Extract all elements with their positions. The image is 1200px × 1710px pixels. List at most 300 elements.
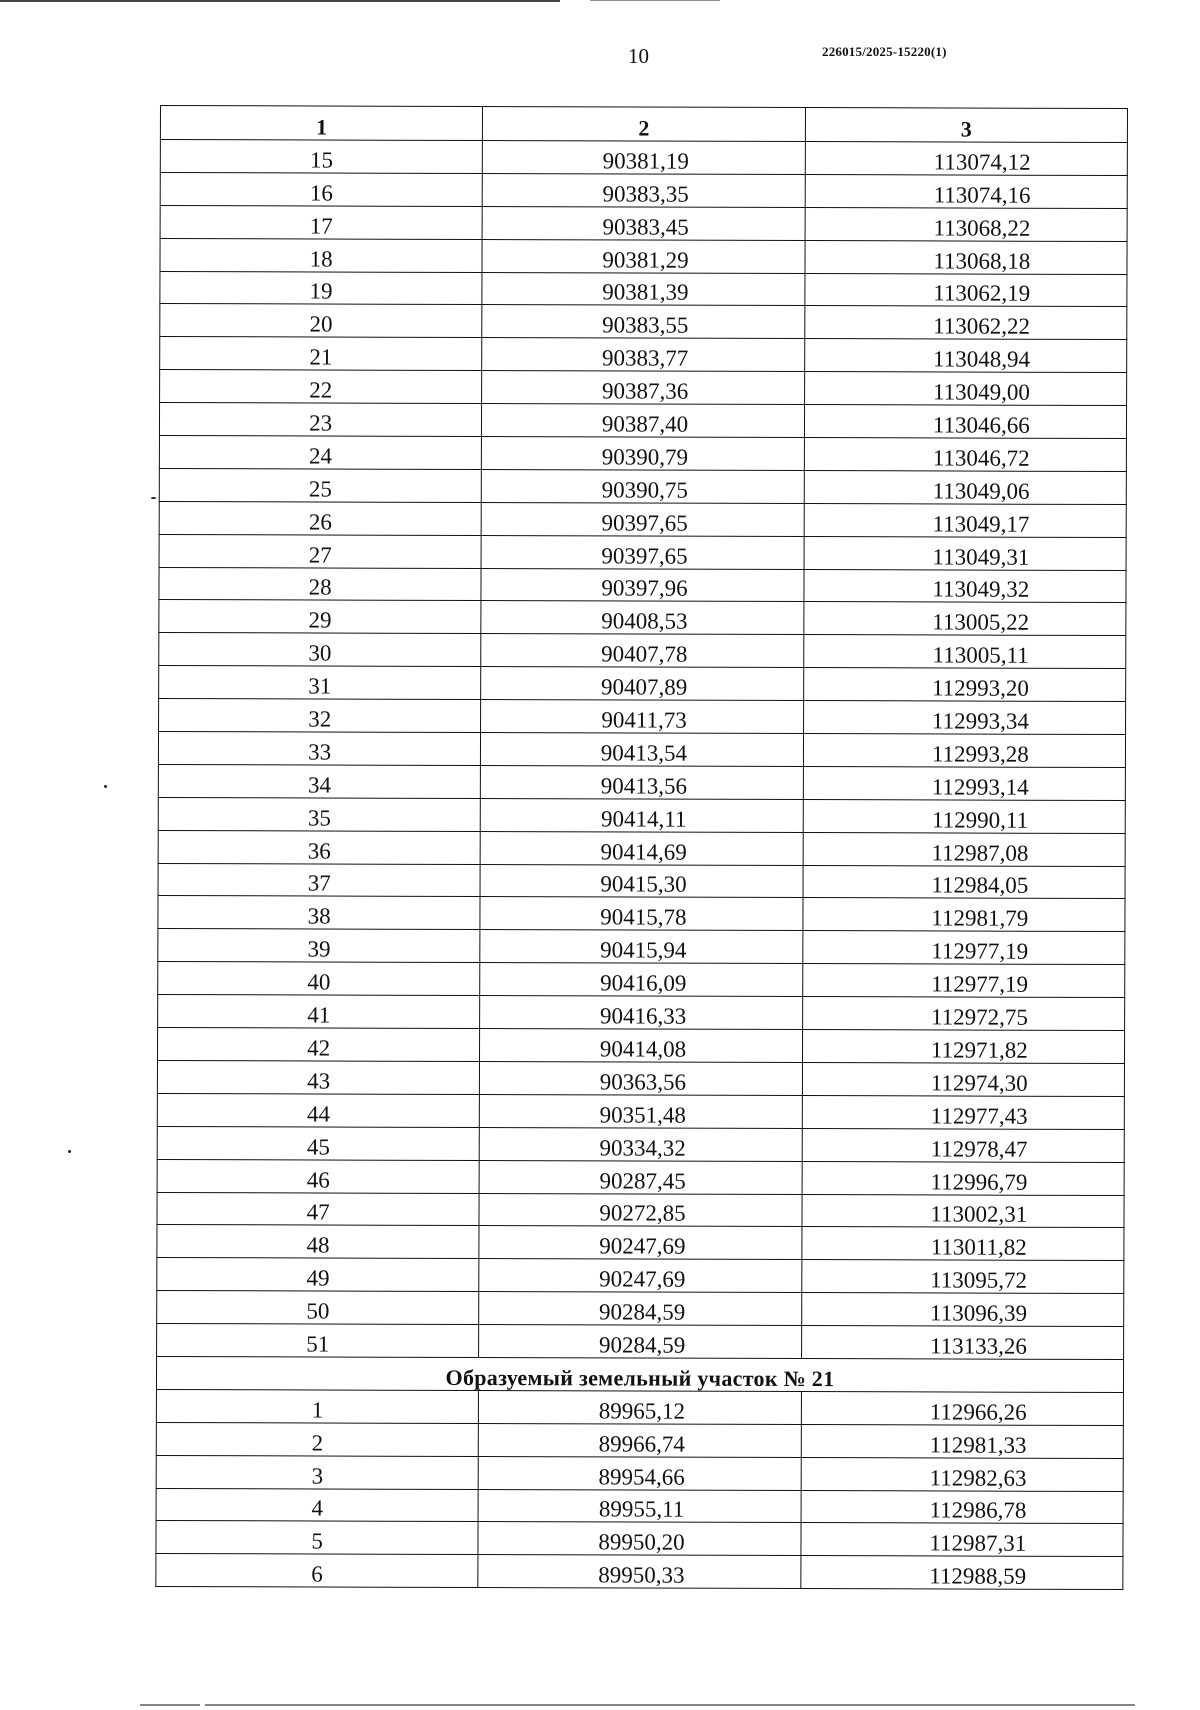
y-coordinate-value: 113062,22: [933, 313, 1031, 340]
x-coordinate-cell: [482, 272, 804, 306]
point-number-value: 28: [308, 574, 332, 601]
x-coordinate-cell: [478, 1522, 800, 1556]
y-coordinate-cell: [802, 997, 1124, 1031]
point-number-cell: [156, 1488, 478, 1522]
x-coordinate-value: 90272,85: [599, 1200, 686, 1227]
x-coordinate-value: 90284,59: [599, 1299, 686, 1325]
x-coordinate-cell: [480, 831, 802, 865]
x-coordinate-value: 90416,33: [599, 1003, 687, 1029]
point-number-value: 33: [308, 739, 332, 765]
table-row: [159, 534, 1126, 570]
x-coordinate-value: 90381,29: [602, 246, 689, 273]
point-number-value: 49: [306, 1265, 330, 1291]
table-row: [156, 1389, 1123, 1425]
point-number-value: 17: [309, 213, 333, 239]
y-coordinate-value: 112993,20: [932, 675, 1029, 701]
point-number-cell: [157, 1225, 479, 1259]
y-coordinate-value: 113046,66: [932, 412, 1030, 438]
y-coordinate-cell: [802, 1227, 1124, 1261]
point-number-value: 4: [311, 1495, 324, 1521]
table-row: [158, 797, 1125, 833]
point-number-cell: [158, 797, 480, 831]
x-coordinate-cell: [482, 404, 804, 438]
x-coordinate-cell: [482, 338, 804, 372]
x-coordinate-value: 90387,36: [601, 378, 689, 404]
y-coordinate-value: 112981,79: [931, 905, 1029, 932]
table-row: [157, 1028, 1124, 1064]
point-number-value: 25: [308, 476, 332, 502]
x-coordinate-value: 90390,75: [601, 477, 688, 503]
table-row: [158, 732, 1125, 768]
point-number-cell: [158, 830, 480, 864]
point-number-cell: [158, 896, 480, 930]
x-coordinate-value: 90397,96: [601, 575, 688, 602]
point-number-value: 21: [309, 344, 333, 370]
column-header-2: 2: [483, 107, 805, 142]
y-coordinate-cell: [801, 1457, 1123, 1491]
point-number-cell: [157, 1192, 479, 1226]
y-coordinate-value: 112978,47: [930, 1136, 1028, 1162]
y-coordinate-value: 112971,82: [930, 1037, 1028, 1063]
table-row: [159, 468, 1126, 504]
table-row: [156, 1521, 1123, 1557]
x-coordinate-value: 90334,32: [599, 1134, 686, 1161]
point-number-cell: [159, 468, 481, 502]
table-row: [160, 172, 1127, 208]
point-number-cell: [160, 205, 482, 239]
point-number-cell: [157, 1060, 479, 1094]
y-coordinate-value: 113002,31: [930, 1201, 1028, 1228]
table-row: [159, 501, 1126, 537]
y-coordinate-cell: [804, 470, 1126, 504]
point-number-cell: [160, 238, 482, 272]
x-coordinate-value: 90415,94: [600, 937, 687, 963]
y-coordinate-value: 112981,33: [929, 1432, 1027, 1458]
y-coordinate-cell: [802, 1030, 1124, 1064]
table-row: [157, 1159, 1124, 1195]
y-coordinate-value: 113096,39: [930, 1300, 1028, 1326]
x-coordinate-value: 90415,78: [600, 904, 687, 931]
x-coordinate-value: 90407,78: [601, 641, 688, 667]
table-row: [160, 205, 1127, 241]
x-coordinate-value: 90413,54: [600, 740, 688, 766]
y-coordinate-value: 112982,63: [929, 1464, 1027, 1491]
y-coordinate-cell: [803, 668, 1125, 702]
scan-edge: [140, 1704, 200, 1706]
x-coordinate-cell: [480, 963, 802, 997]
y-coordinate-cell: [805, 174, 1127, 208]
point-number-value: 37: [307, 870, 331, 897]
point-number-value: 35: [307, 805, 331, 831]
x-coordinate-value: 90415,30: [600, 871, 687, 898]
point-number-cell: [159, 633, 481, 667]
x-coordinate-cell: [480, 864, 802, 898]
x-coordinate-cell: [481, 634, 803, 668]
x-coordinate-cell: [480, 1061, 802, 1095]
x-coordinate-cell: [481, 535, 803, 569]
point-number-cell: [160, 370, 482, 404]
table-row: [157, 1291, 1124, 1327]
y-coordinate-cell: [801, 1490, 1123, 1524]
y-coordinate-cell: [803, 734, 1125, 768]
x-coordinate-cell: [478, 1456, 800, 1490]
y-coordinate-cell: [801, 1424, 1123, 1458]
y-coordinate-cell: [805, 240, 1127, 274]
x-coordinate-value: 90416,09: [600, 970, 687, 996]
table-row: [159, 436, 1126, 472]
y-coordinate-cell: [801, 1260, 1123, 1294]
point-number-value: 46: [306, 1166, 330, 1193]
point-number-value: 6: [311, 1561, 323, 1587]
point-number-cell: [160, 140, 482, 174]
x-coordinate-value: 90247,69: [599, 1233, 686, 1259]
table-row: [159, 567, 1126, 603]
table-body: [157, 140, 1128, 1360]
point-number-value: 47: [306, 1199, 330, 1225]
page-number: 10: [628, 44, 649, 68]
x-coordinate-cell: [483, 141, 805, 175]
x-coordinate-value: 90414,69: [600, 838, 687, 865]
y-coordinate-value: 113011,82: [930, 1234, 1027, 1261]
point-number-cell: [157, 1258, 479, 1292]
y-coordinate-value: 113005,22: [932, 609, 1030, 636]
point-number-cell: [159, 567, 481, 601]
x-coordinate-cell: [481, 765, 803, 799]
point-number-value: 18: [309, 246, 333, 272]
point-number-cell: [158, 764, 480, 798]
point-number-cell: [160, 337, 482, 371]
x-coordinate-value: 90247,69: [599, 1266, 686, 1292]
point-number-cell: [160, 271, 482, 305]
y-coordinate-value: 112987,08: [931, 840, 1029, 866]
y-coordinate-cell: [802, 1161, 1124, 1195]
point-number-cell: [157, 1324, 479, 1358]
table-row: [158, 929, 1125, 965]
point-number-value: 5: [311, 1528, 323, 1554]
x-coordinate-cell: [482, 469, 804, 503]
y-coordinate-value: 112993,34: [931, 708, 1029, 734]
y-coordinate-value: 112987,31: [929, 1530, 1027, 1557]
table-row: [160, 304, 1127, 340]
point-number-cell: [157, 1126, 479, 1160]
y-coordinate-value: 112974,30: [930, 1070, 1028, 1096]
section-body: [156, 1389, 1124, 1589]
section-title: Образуемый земельный участок № 21: [156, 1356, 1123, 1392]
y-coordinate-value: 112977,19: [931, 971, 1029, 997]
point-number-value: 27: [308, 542, 332, 568]
y-coordinate-value: 113005,11: [932, 642, 1029, 668]
y-coordinate-cell: [801, 1391, 1123, 1425]
x-coordinate-cell: [482, 206, 804, 240]
y-coordinate-value: 113049,31: [932, 544, 1030, 570]
y-coordinate-cell: [800, 1556, 1122, 1590]
table-row: [158, 962, 1125, 998]
y-coordinate-cell: [804, 405, 1126, 439]
table-row: [159, 633, 1126, 669]
y-coordinate-cell: [805, 207, 1127, 241]
x-coordinate-value: 90397,65: [601, 542, 688, 569]
y-coordinate-cell: [803, 898, 1125, 932]
table-row: [159, 600, 1126, 636]
table-row: [157, 1258, 1124, 1294]
y-coordinate-value: 112977,43: [930, 1103, 1028, 1129]
point-number-value: 3: [311, 1462, 324, 1489]
point-number-cell: [158, 995, 480, 1029]
point-number-value: 29: [308, 607, 332, 633]
x-coordinate-value: 90383,45: [602, 214, 689, 240]
table-row: [160, 337, 1127, 373]
x-coordinate-value: 90414,11: [601, 806, 687, 832]
scan-speck: [104, 785, 107, 788]
point-number-value: 30: [308, 640, 332, 666]
x-coordinate-cell: [479, 1193, 801, 1227]
x-coordinate-cell: [479, 1325, 801, 1359]
y-coordinate-value: 112996,79: [930, 1168, 1028, 1195]
y-coordinate-value: 112990,11: [932, 807, 1029, 833]
y-coordinate-value: 113048,94: [933, 346, 1031, 372]
x-coordinate-cell: [479, 1423, 801, 1457]
point-number-cell: [159, 501, 481, 535]
scan-edge: [205, 1704, 1135, 1706]
x-coordinate-cell: [481, 667, 803, 701]
point-number-cell: [156, 1389, 478, 1423]
y-coordinate-cell: [803, 865, 1125, 899]
y-coordinate-cell: [804, 306, 1126, 340]
table-row: [157, 1192, 1124, 1228]
point-number-cell: [160, 304, 482, 338]
x-coordinate-cell: [480, 897, 802, 931]
x-coordinate-cell: [480, 1029, 802, 1063]
y-coordinate-cell: [803, 635, 1125, 669]
table-header: [160, 106, 1127, 143]
y-coordinate-cell: [801, 1293, 1123, 1327]
x-coordinate-value: 90397,65: [601, 510, 688, 536]
y-coordinate-value: 113049,00: [932, 379, 1030, 405]
table-row: [159, 699, 1126, 735]
x-coordinate-cell: [482, 305, 804, 339]
table-row: [159, 666, 1126, 702]
x-coordinate-value: 89965,12: [598, 1398, 686, 1424]
y-coordinate-value: 113046,72: [932, 445, 1030, 471]
point-number-value: 20: [309, 311, 333, 337]
x-coordinate-cell: [479, 1259, 801, 1293]
x-coordinate-value: 89950,33: [598, 1562, 685, 1588]
x-coordinate-cell: [478, 1489, 800, 1523]
scan-edge: [590, 0, 720, 1]
point-number-cell: [158, 732, 480, 766]
point-number-value: 34: [307, 772, 332, 798]
column-header-3: 3: [805, 108, 1127, 143]
table-row: [158, 764, 1125, 800]
x-coordinate-cell: [479, 1292, 801, 1326]
x-coordinate-value: 89950,20: [598, 1529, 685, 1555]
x-coordinate-cell: [479, 1226, 801, 1260]
point-number-cell: [156, 1554, 478, 1588]
table-row: [157, 1225, 1124, 1261]
x-coordinate-cell: [481, 733, 803, 767]
document-reference: 226015/2025-15220(1): [822, 44, 947, 59]
point-number-value: 42: [307, 1035, 331, 1061]
x-coordinate-value: 90381,19: [602, 148, 689, 174]
y-coordinate-cell: [805, 273, 1127, 307]
y-coordinate-value: 113068,18: [933, 247, 1031, 274]
y-coordinate-cell: [803, 832, 1125, 866]
x-coordinate-cell: [480, 1127, 802, 1161]
table-row: [157, 1093, 1124, 1129]
point-number-value: 41: [307, 1002, 331, 1028]
scan-speck: [151, 497, 156, 499]
y-coordinate-value: 113049,32: [932, 576, 1030, 603]
y-coordinate-cell: [804, 536, 1126, 570]
point-number-value: 22: [309, 377, 333, 403]
x-coordinate-value: 90383,55: [602, 312, 689, 339]
section-title-row: [156, 1356, 1123, 1392]
x-coordinate-value: 90414,08: [599, 1036, 687, 1062]
y-coordinate-value: 112966,26: [929, 1399, 1027, 1425]
table-row: [158, 896, 1125, 932]
scan-edge: [0, 0, 560, 2]
point-number-value: 39: [307, 936, 331, 962]
point-number-cell: [158, 863, 480, 897]
table-row: [156, 1554, 1123, 1590]
point-number-cell: [159, 403, 481, 437]
x-coordinate-cell: [483, 173, 805, 207]
x-coordinate-value: 90381,39: [602, 279, 689, 306]
x-coordinate-value: 90363,56: [599, 1069, 687, 1095]
x-coordinate-value: 89955,11: [598, 1496, 685, 1523]
x-coordinate-cell: [480, 930, 802, 964]
x-coordinate-value: 90383,77: [602, 345, 689, 371]
x-coordinate-cell: [482, 437, 804, 471]
table-header-row: [160, 106, 1127, 143]
x-coordinate-cell: [480, 1094, 802, 1128]
x-coordinate-cell: [480, 996, 802, 1030]
table-row: [157, 1324, 1124, 1360]
y-coordinate-cell: [803, 799, 1125, 833]
point-number-value: 16: [309, 180, 333, 206]
point-number-value: 36: [307, 838, 331, 864]
point-number-value: 50: [306, 1298, 330, 1324]
y-coordinate-value: 112972,75: [930, 1004, 1028, 1030]
x-coordinate-value: 90287,45: [599, 1167, 686, 1194]
point-number-value: 23: [309, 410, 333, 436]
x-coordinate-value: 90387,40: [601, 411, 689, 437]
x-coordinate-cell: [481, 502, 803, 536]
point-number-value: 40: [307, 969, 331, 995]
y-coordinate-value: 112986,78: [929, 1497, 1027, 1524]
point-number-cell: [160, 172, 482, 206]
y-coordinate-cell: [803, 701, 1125, 735]
point-number-cell: [156, 1521, 478, 1555]
y-coordinate-cell: [801, 1523, 1123, 1557]
y-coordinate-cell: [801, 1326, 1123, 1360]
point-number-value: 44: [306, 1101, 331, 1127]
point-number-value: 43: [307, 1068, 331, 1094]
table-row: [157, 1060, 1124, 1096]
x-coordinate-value: 90413,56: [600, 773, 688, 799]
table-row: [158, 863, 1125, 899]
y-coordinate-value: 112984,05: [931, 872, 1029, 899]
y-coordinate-value: 113074,16: [933, 182, 1031, 208]
point-number-cell: [159, 600, 481, 634]
section-header: [156, 1356, 1123, 1392]
x-coordinate-value: 90284,59: [598, 1332, 686, 1358]
y-coordinate-cell: [802, 1062, 1124, 1096]
point-number-value: 45: [306, 1134, 330, 1160]
point-number-cell: [158, 929, 480, 963]
table-row: [156, 1422, 1123, 1458]
y-coordinate-value: 112988,59: [929, 1563, 1027, 1589]
x-coordinate-value: 90351,48: [599, 1102, 686, 1128]
y-coordinate-cell: [802, 964, 1124, 998]
table-row: [156, 1488, 1123, 1524]
point-number-value: 24: [309, 443, 333, 469]
x-coordinate-cell: [481, 700, 803, 734]
y-coordinate-cell: [802, 1194, 1124, 1228]
x-coordinate-cell: [482, 371, 804, 405]
x-coordinate-cell: [481, 601, 803, 635]
point-number-cell: [157, 1291, 479, 1325]
point-number-value: 26: [308, 509, 332, 535]
y-coordinate-value: 113074,12: [933, 149, 1031, 175]
table-row: [156, 1455, 1123, 1491]
y-coordinate-cell: [803, 766, 1125, 800]
point-number-value: 19: [309, 278, 333, 304]
y-coordinate-value: 113095,72: [930, 1267, 1028, 1293]
point-number-value: 1: [311, 1397, 324, 1423]
point-number-cell: [159, 699, 481, 733]
y-coordinate-cell: [803, 602, 1125, 636]
y-coordinate-value: 112977,19: [931, 938, 1029, 964]
table-row: [160, 238, 1127, 274]
table-row: [159, 403, 1126, 439]
y-coordinate-value: 113049,06: [932, 478, 1030, 504]
point-number-value: 32: [308, 706, 332, 732]
x-coordinate-cell: [481, 798, 803, 832]
x-coordinate-cell: [478, 1555, 800, 1589]
y-coordinate-cell: [802, 1128, 1124, 1162]
point-number-value: 31: [308, 673, 332, 699]
x-coordinate-cell: [482, 239, 804, 273]
point-number-cell: [159, 666, 481, 700]
x-coordinate-value: 90408,53: [601, 608, 688, 635]
point-number-cell: [157, 1028, 479, 1062]
x-coordinate-value: 89954,66: [598, 1463, 685, 1490]
x-coordinate-value: 90407,89: [600, 674, 688, 700]
y-coordinate-cell: [802, 931, 1124, 965]
point-number-value: 51: [306, 1331, 330, 1357]
x-coordinate-value: 90390,79: [601, 444, 689, 470]
x-coordinate-cell: [481, 568, 803, 602]
x-coordinate-value: 90411,73: [601, 707, 687, 733]
y-coordinate-cell: [805, 142, 1127, 176]
x-coordinate-cell: [479, 1390, 801, 1424]
column-header-1: 1: [160, 106, 482, 141]
point-number-cell: [156, 1455, 478, 1489]
x-coordinate-value: 89966,74: [598, 1431, 685, 1457]
point-number-cell: [159, 436, 481, 470]
x-coordinate-cell: [479, 1160, 801, 1194]
scan-speck: [68, 1150, 71, 1153]
table-row: [160, 140, 1127, 176]
point-number-cell: [157, 1159, 479, 1193]
table-row: [160, 370, 1127, 406]
point-number-value: 48: [306, 1232, 330, 1258]
coordinates-table: [155, 105, 1128, 1590]
table-row: [157, 1126, 1124, 1162]
y-coordinate-value: 112993,14: [931, 774, 1029, 800]
y-coordinate-cell: [804, 503, 1126, 537]
